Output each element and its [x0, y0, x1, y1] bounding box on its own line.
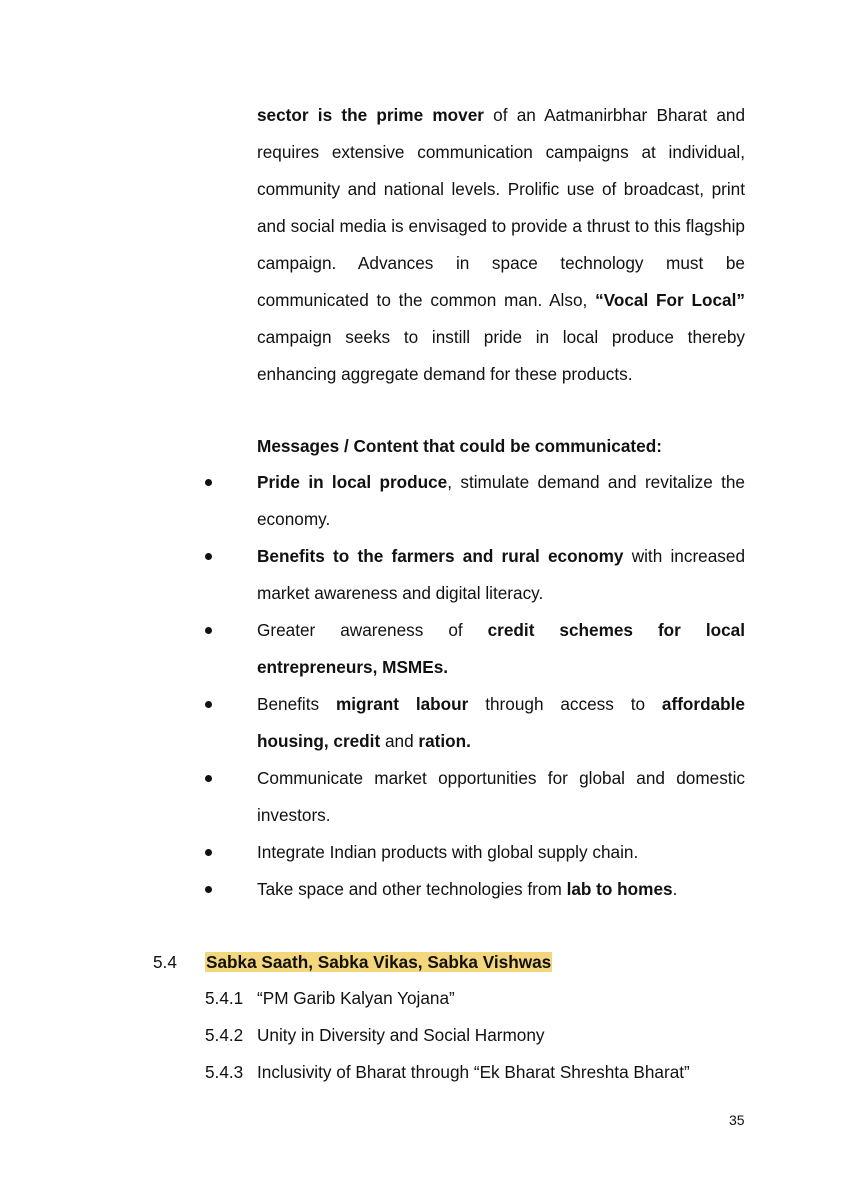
- bullet-icon: [205, 886, 212, 893]
- bold-phrase: affordable housing, credit: [257, 694, 745, 751]
- bullet-item: [0, 538, 745, 612]
- bold-phrase: Benefits to the farmers and rural economy: [257, 546, 624, 566]
- subsection-number: 5.4.1: [205, 988, 244, 1008]
- subsection-title: Unity in Diversity and Social Harmony: [257, 1025, 545, 1045]
- bullet-item: [0, 871, 745, 908]
- bold-phrase: migrant labour: [335, 694, 469, 714]
- messages-heading: Messages / Content that could be communicated:: [257, 436, 662, 456]
- bold-phrase: Pride in local produce: [257, 472, 448, 492]
- intro-paragraph: [257, 97, 745, 393]
- subsection-title: “PM Garib Kalyan Yojana”: [257, 988, 455, 1008]
- bullet-item: [0, 612, 745, 686]
- bold-phrase: lab to homes: [566, 879, 673, 899]
- bullet-item: [0, 686, 745, 760]
- paragraph-text: of an Aatmanirbhar Bharat and requires extensive communication campaigns at individual, community and national levels. Prolific use of broadcast, print and social media is envisaged to provide a thrust to this flagship campaign. Advances in space technology must be communicated to the common man. Also,: [257, 105, 746, 310]
- bullet-list: [0, 464, 848, 908]
- bold-phrase: ration.: [418, 731, 471, 751]
- bullet-icon: [205, 553, 212, 560]
- bullet-text: and: [380, 731, 419, 751]
- subsection-list: [205, 980, 690, 1091]
- bullet-text: , stimulate demand and revitalize the economy.: [257, 472, 745, 529]
- page-number: 35: [729, 1112, 745, 1128]
- bullet-text: Greater awareness of: [257, 620, 488, 640]
- section-heading: [153, 944, 552, 981]
- subsection-item: [205, 1017, 690, 1054]
- bullet-icon: [205, 627, 212, 634]
- bullet-text: Take space and other technologies from: [257, 879, 567, 899]
- subsection-number: 5.4.3: [205, 1062, 244, 1082]
- bold-phrase: sector is the prime mover: [257, 105, 484, 125]
- bold-phrase: credit schemes for local entrepreneurs, MSMEs.: [257, 620, 745, 677]
- paragraph-text: campaign seeks to instill pride in local produce thereby enhancing aggregate demand for these products.: [257, 327, 745, 384]
- subsection-item: [205, 1054, 690, 1091]
- bullet-icon: [205, 701, 212, 708]
- bullet-icon: [205, 775, 212, 782]
- bullet-item: [0, 834, 745, 871]
- section-number: 5.4: [153, 952, 177, 972]
- bold-phrase: “Vocal For Local”: [595, 290, 745, 310]
- subsection-number: 5.4.2: [205, 1025, 244, 1045]
- bullet-text: Benefits: [257, 694, 336, 714]
- subsection-title: Inclusivity of Bharat through “Ek Bharat Shreshta Bharat”: [257, 1062, 690, 1082]
- bullet-text: with increased market awareness and digital literacy.: [257, 546, 746, 603]
- section-title-highlighted: Sabka Saath, Sabka Vikas, Sabka Vishwas: [206, 952, 552, 972]
- bullet-icon: [205, 849, 212, 856]
- bullet-text: Communicate market opportunities for global and domestic investors.: [257, 768, 745, 825]
- bullet-text: .: [672, 879, 678, 899]
- bullet-icon: [205, 479, 212, 486]
- bullet-item: [0, 760, 745, 834]
- bullet-item: [0, 464, 745, 538]
- subsection-item: [205, 980, 690, 1017]
- bullet-text: Integrate Indian products with global supply chain.: [257, 842, 639, 862]
- bullet-text: through access to: [468, 694, 662, 714]
